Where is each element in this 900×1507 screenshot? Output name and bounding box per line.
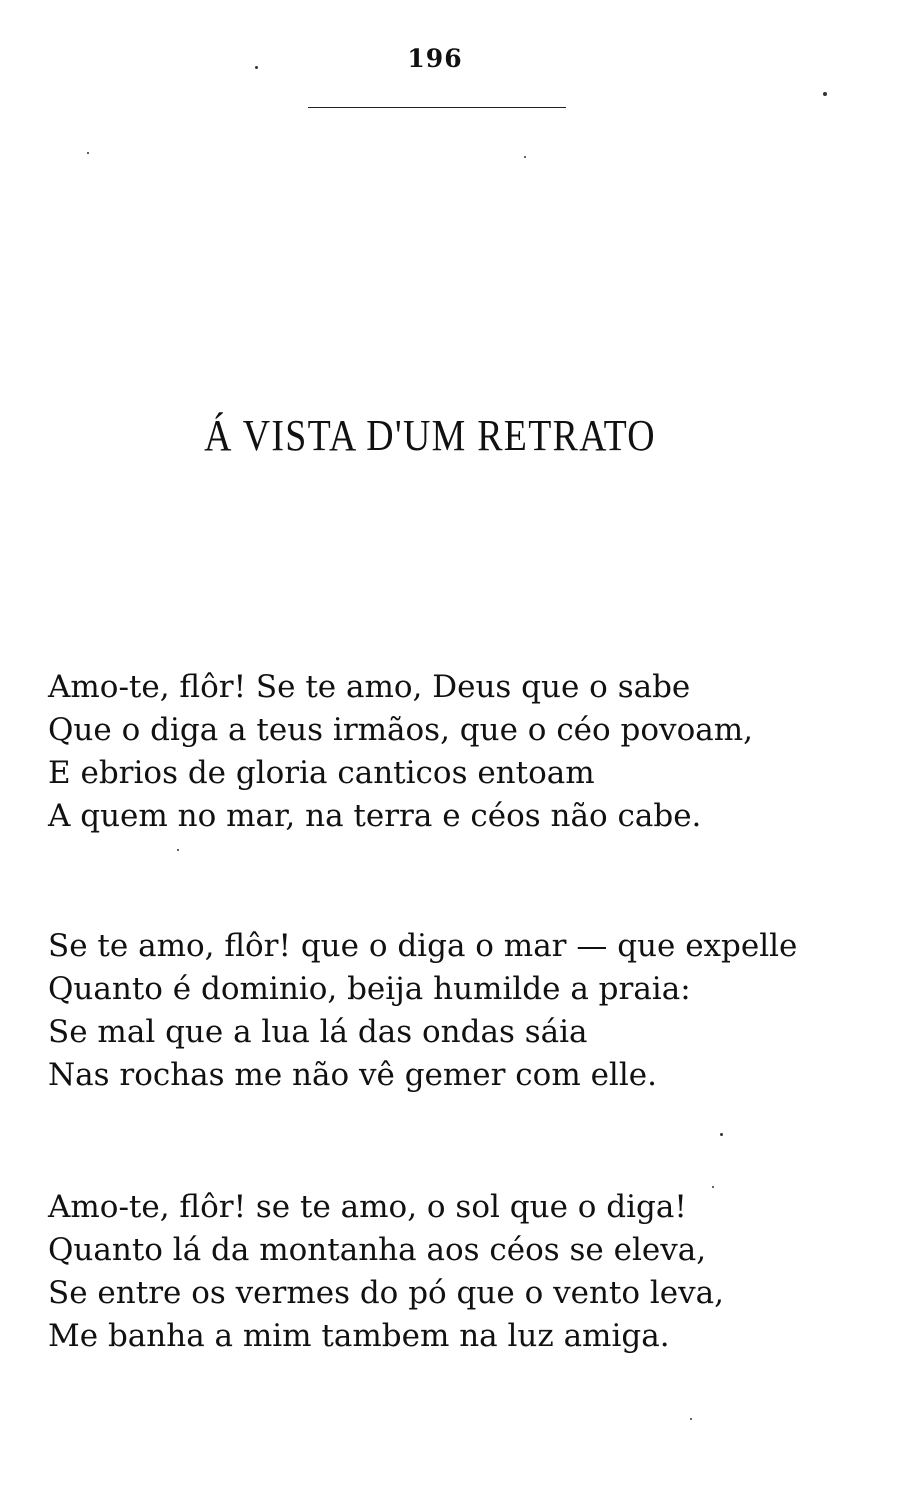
print-speck <box>177 849 179 851</box>
verse-line: Nas rochas me não vê gemer com elle. <box>48 1057 657 1093</box>
verse-line: Que o diga a teus irmãos, que o céo povoam, <box>48 712 753 748</box>
verse-line: Me banha a mim tambem na luz amiga. <box>48 1318 670 1354</box>
verse-line: E ebrios de gloria canticos entoam <box>48 755 595 791</box>
page-number: 196 <box>407 44 463 73</box>
print-speck <box>720 1133 723 1136</box>
stanza <box>48 925 848 1097</box>
verse-line: A quem no mar, na terra e céos não cabe. <box>48 798 702 834</box>
stanza <box>48 666 848 838</box>
print-speck <box>823 92 827 96</box>
print-speck <box>255 66 258 69</box>
verse-line: Se te amo, flôr! que o diga o mar — que expelle <box>48 928 798 964</box>
poem-title: Á VISTA D'UM RETRATO <box>204 411 656 460</box>
print-speck <box>690 1418 692 1420</box>
verse-line: Se entre os vermes do pó que o vento leva, <box>48 1275 724 1311</box>
verse-line: Se mal que a lua lá das ondas sáia <box>48 1014 588 1050</box>
verse-line: Amo-te, flôr! Se te amo, Deus que o sabe <box>48 669 691 705</box>
print-speck <box>524 156 526 158</box>
print-speck <box>87 152 89 154</box>
verse-line: Quanto é dominio, beija humilde a praia: <box>48 971 691 1007</box>
verse-line: Amo-te, flôr! se te amo, o sol que o diga! <box>48 1189 687 1225</box>
verse-line: Quanto lá da montanha aos céos se eleva, <box>48 1232 707 1268</box>
header-rule <box>308 107 566 108</box>
stanza <box>48 1186 848 1358</box>
